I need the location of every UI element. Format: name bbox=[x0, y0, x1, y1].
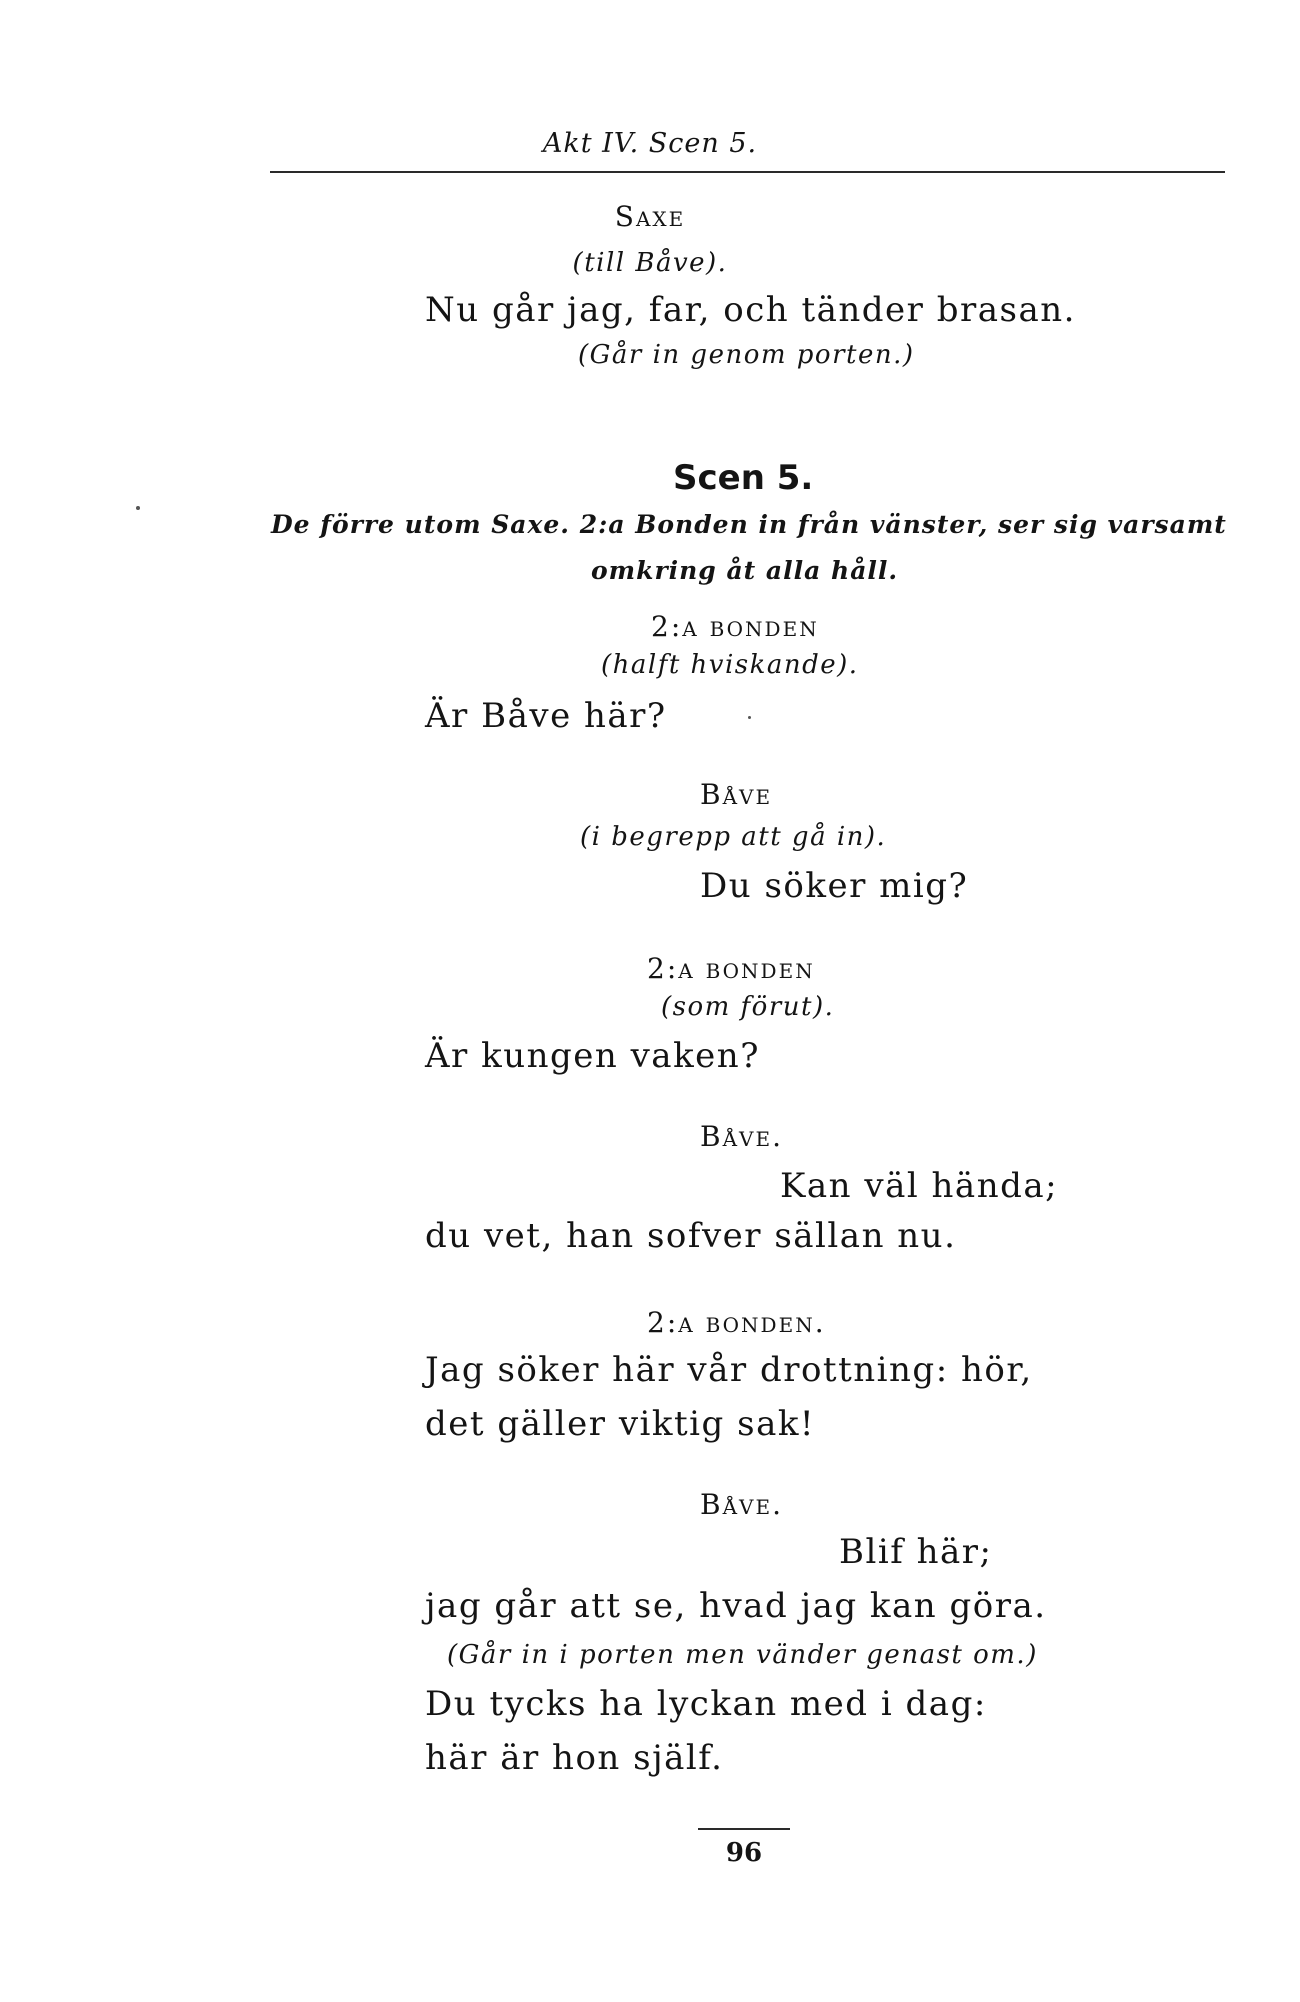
verse-line: Är kungen vaken? bbox=[425, 1036, 760, 1076]
speaker-name: Saxe bbox=[614, 200, 686, 233]
verse-line: Du söker mig? bbox=[700, 866, 969, 906]
verse-line: Jag söker här vår drottning: hör, bbox=[425, 1350, 1033, 1390]
scan-speck bbox=[136, 506, 140, 510]
speaker-name: Båve. bbox=[700, 1488, 783, 1521]
running-header: Akt IV. Scen 5. bbox=[542, 128, 758, 159]
stage-direction: (som förut). bbox=[661, 992, 835, 1022]
stage-direction: (Går in genom porten.) bbox=[578, 340, 915, 370]
verse-line: jag går att se, hvad jag kan göra. bbox=[425, 1586, 1047, 1626]
verse-line: Nu går jag, far, och tänder brasan. bbox=[425, 290, 1076, 330]
verse-line: det gäller viktig sak! bbox=[425, 1404, 816, 1444]
scene-description: De förre utom Saxe. 2:a Bonden in från vänster, ser sig varsamt bbox=[271, 510, 1227, 539]
verse-line: Är Båve här? bbox=[425, 696, 667, 736]
page-number: 96 bbox=[725, 1838, 763, 1868]
stage-direction: (Går in i porten men vänder genast om.) bbox=[447, 1640, 1038, 1670]
speaker-name: 2:a bonden bbox=[651, 610, 819, 643]
verse-line: Kan väl hända; bbox=[780, 1166, 1059, 1206]
stage-direction: (i begrepp att gå in). bbox=[580, 822, 887, 852]
stage-direction: (till Båve). bbox=[572, 248, 728, 278]
speaker-name: 2:a bonden. bbox=[647, 1306, 826, 1339]
speaker-name: Båve. bbox=[700, 1120, 783, 1153]
verse-line: du vet, han sofver sällan nu. bbox=[425, 1216, 957, 1256]
header-rule bbox=[270, 171, 1225, 173]
speaker-name: 2:a bonden bbox=[647, 952, 815, 985]
stage-direction: (halft hviskande). bbox=[601, 650, 859, 680]
verse-line: Du tycks ha lyckan med i dag: bbox=[425, 1684, 987, 1724]
verse-line: här är hon själf. bbox=[425, 1738, 724, 1778]
scene-description: omkring åt alla håll. bbox=[591, 556, 899, 585]
page-number-rule bbox=[698, 1828, 790, 1830]
scene-title: Scen 5. bbox=[673, 458, 814, 498]
speaker-name: Båve bbox=[700, 778, 773, 811]
verse-line: Blif här; bbox=[839, 1532, 993, 1572]
scan-speck bbox=[748, 716, 751, 719]
